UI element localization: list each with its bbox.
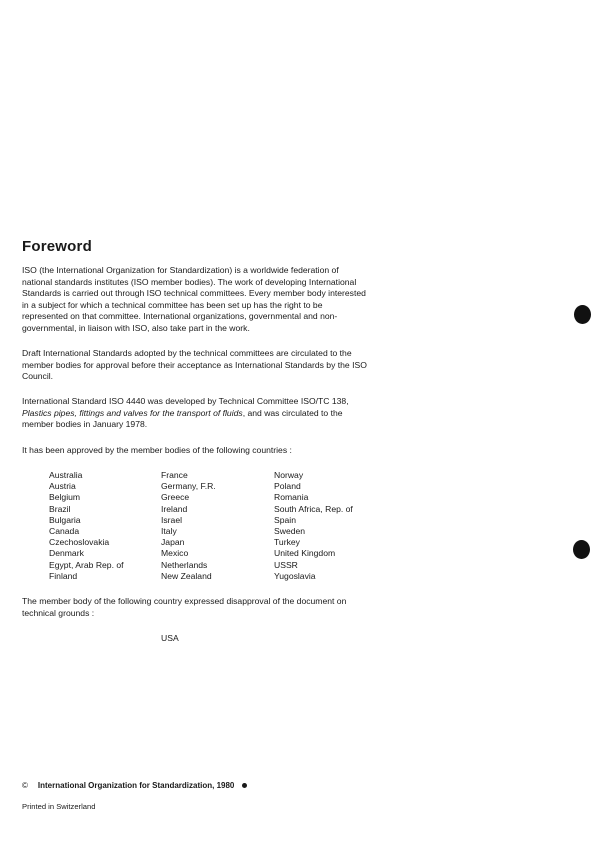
paragraph-approval-intro: It has been approved by the member bodies of the following countries :	[22, 445, 292, 455]
country-item: Yugoslavia	[274, 570, 316, 581]
copyright-line	[22, 781, 247, 790]
country-item: Brazil	[49, 503, 71, 514]
copyright-symbol: ©	[22, 781, 28, 790]
paragraph-standard-development-end: , and was circulated to the member bodies in January 1978.	[22, 407, 343, 430]
countries-column-3	[274, 470, 353, 582]
country-item: Austria	[49, 481, 76, 492]
country-item: Belgium	[49, 492, 81, 503]
printed-in-note: Printed in Switzerland	[22, 802, 96, 811]
country-item: Spain	[274, 514, 296, 525]
country-item: France	[161, 470, 188, 480]
country-item: Finland	[49, 570, 78, 581]
country-item: Turkey	[274, 537, 300, 548]
country-item: Poland	[274, 481, 301, 492]
country-item: Greece	[161, 492, 190, 503]
paragraph-disapproval: The member body of the following country expressed disapproval of the document on technical grounds :	[22, 596, 347, 618]
country-item: United Kingdom	[274, 548, 336, 559]
countries-column-1	[49, 470, 124, 582]
country-item: Israel	[161, 514, 183, 525]
country-item: Sweden	[274, 526, 306, 537]
country-item: Ireland	[161, 503, 188, 514]
country-item: Czechoslovakia	[49, 537, 110, 548]
copyright-text: International Organization for Standardization, 1980	[37, 781, 235, 790]
punch-hole-icon	[574, 305, 591, 324]
punch-hole-icon	[573, 540, 590, 559]
countries-column-2	[161, 470, 216, 582]
country-item: Canada	[49, 526, 80, 537]
committee-title: Plastics pipes, fittings and valves for the transport of fluids	[22, 407, 243, 418]
country-item: Italy	[161, 526, 177, 537]
country-item: Germany, F.R.	[161, 481, 216, 492]
paragraph-standard-development-start: International Standard ISO 4440 was developed by Technical Committee ISO/TC 138,	[22, 396, 349, 406]
country-item: South Africa, Rep. of	[274, 503, 353, 514]
country-item: USSR	[274, 559, 298, 570]
country-item: New Zealand	[161, 570, 212, 581]
country-item: Denmark	[49, 548, 84, 559]
disapproval-country: USA	[161, 633, 179, 643]
country-item: Japan	[161, 537, 185, 548]
country-item: Norway	[274, 470, 304, 480]
paragraph-iso-intro: ISO (the International Organization for Standardization) is a worldwide federation of national standards institutes (ISO member bodies). The work of developing International Standards is carried out through ISO technical committees. Every member body interested in a subject for which a technical committee has been set up has the right to be represented on that committee. International organizations, governmental and non-governmental, in liaison with ISO, also take part in the work.	[22, 265, 366, 333]
country-item: Bulgaria	[49, 514, 81, 525]
paragraph-draft-standards: Draft International Standards adopted by the technical committees are circulated to the member bodies for approval before their acceptance as International Standards by the ISO Council.	[22, 348, 367, 382]
country-item: Mexico	[161, 548, 189, 559]
country-item: Australia	[49, 470, 83, 480]
paragraph-standard-development	[22, 396, 370, 431]
country-item: Romania	[274, 492, 309, 503]
country-item: Egypt, Arab Rep. of	[49, 559, 124, 570]
bullet-dot-icon	[242, 783, 247, 788]
page-title: Foreword	[22, 238, 92, 255]
country-item: Netherlands	[161, 559, 208, 570]
